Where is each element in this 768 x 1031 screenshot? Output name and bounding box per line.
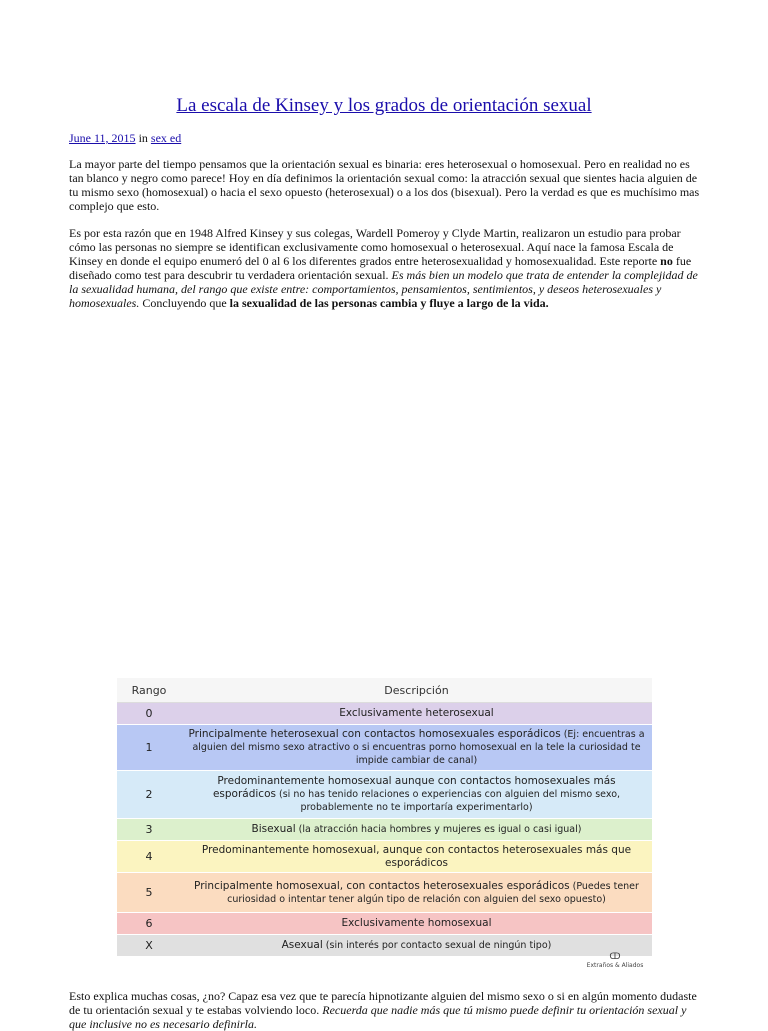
kinsey-scale-table <box>117 678 652 957</box>
post-date-link[interactable]: June 11, 2015 <box>69 131 136 145</box>
p2-text-c: Concluyendo que <box>139 296 230 310</box>
rank-cell: 6 <box>117 913 181 935</box>
description-cell <box>181 703 652 725</box>
closing-paragraph <box>69 989 705 1031</box>
brand-watermark <box>580 953 650 969</box>
description-main: Asexual <box>281 939 323 951</box>
description-note: (la atracción hacia hombres y mujeres es igual o casi igual) <box>295 824 582 835</box>
description-cell <box>181 771 652 819</box>
p3-text: Esto explica muchas cosas, ¿no? Capaz esa vez que te parecía hipnotizante alguien del mismo sexo o si en algún momento dudaste de tu orientación sexual y te estabas volviendo loco. <box>69 989 697 1017</box>
description-cell <box>181 873 652 913</box>
description-cell <box>181 819 652 841</box>
brand-logo-icon: ↀ <box>609 952 621 962</box>
rank-cell: X <box>117 935 181 957</box>
description-main: Principalmente homosexual, con contactos heterosexuales esporádicos <box>194 879 570 892</box>
p2-text-b: fue diseñado como test para descubrir tu verdadera orientación sexual. <box>69 254 692 282</box>
rank-cell: 3 <box>117 819 181 841</box>
rank-cell: 5 <box>117 873 181 913</box>
table-row <box>117 703 652 725</box>
rank-cell: 1 <box>117 725 181 771</box>
table-row <box>117 725 652 771</box>
p2-italic: Es más bien un modelo que trata de entender la complejidad de la sexualidad humana, del rango que existe entre: comportamientos, pensamientos, sentimientos, y deseos heterosexuales y homosexuales. <box>69 268 698 310</box>
table-header-row <box>117 678 652 703</box>
description-note: (sin interés por contacto sexual de ningún tipo) <box>322 940 552 951</box>
description-note: (Ej: encuentras a alguien del mismo sexo atractivo o si encuentras porno homosexual en la tele la curiosidad te impide cambiar de canal) <box>192 729 645 766</box>
p2-text-a: Es por esta razón que en 1948 Alfred Kinsey y sus colegas, Wardell Pomeroy y Clyde Martin, realizaron un estudio para probar cómo las personas no siempre se identifican exclusivamente como homosexual o heterosexual. Aquí nace la famosa Escala de Kinsey en donde el equipo enumeró del 0 al 6 los diferentes grados entre heterosexualidad y homosexualidad. Este reporte <box>69 226 681 268</box>
description-cell <box>181 725 652 771</box>
table-row <box>117 819 652 841</box>
description-main: Predominantemente homosexual aunque con contactos homosexuales más esporádicos <box>212 775 616 800</box>
header-rank: Rango <box>117 678 181 703</box>
table-row <box>117 771 652 819</box>
description-cell <box>181 913 652 935</box>
description-note: (Puedes tener curiosidad o intentar tener algún tipo de relación con alguien del sexo opuesto) <box>227 880 639 905</box>
p2-bold: la sexualidad de las personas cambia y fluye a largo de la vida. <box>229 296 549 310</box>
brand-name: Extraños & Aliados <box>586 962 644 969</box>
table-row <box>117 841 652 873</box>
p2-no: no <box>660 254 673 268</box>
table-row <box>117 913 652 935</box>
kinsey-paragraph <box>69 226 705 310</box>
description-main: Exclusivamente homosexual <box>341 917 492 929</box>
rank-cell: 2 <box>117 771 181 819</box>
p3-italic: Recuerda que nadie más que tú mismo puede definir tu orientación sexual y que inclusive no es necesario definirla. <box>69 1003 687 1031</box>
description-main: Predominantemente homosexual, aunque con contactos heterosexuales más que esporádicos <box>201 843 632 869</box>
description-main: Principalmente heterosexual con contactos homosexuales esporádicos <box>188 728 561 740</box>
category-link[interactable]: sex ed <box>150 131 182 145</box>
description-main: Exclusivamente heterosexual <box>339 707 494 719</box>
rank-cell: 4 <box>117 841 181 873</box>
description-cell <box>181 841 652 873</box>
table-row <box>117 935 652 957</box>
table-row <box>117 873 652 913</box>
rank-cell: 0 <box>117 703 181 725</box>
in-text: in <box>135 131 151 145</box>
description-note: (si no has tenido relaciones o experiencias con alguien del mismo sexo, probablemente no te importaría experimentarlo) <box>275 789 621 813</box>
post-meta <box>69 131 181 146</box>
article-title[interactable]: La escala de Kinsey y los grados de orientación sexual <box>176 95 592 116</box>
header-description: Descripción <box>181 678 652 703</box>
intro-paragraph: La mayor parte del tiempo pensamos que la orientación sexual es binaria: eres heterosexual o homosexual. Pero en realidad no es tan blanco y negro como parece! Hoy en día definimos la orientación sexual como: la atracción sexual que sientes hacia alguien de tu mismo sexo (homosexual) o hacia el sexo opuesto (heterosexual) o a los dos (bisexual). Pero la verdad es que es muchísimo mas complejo que esto. <box>69 157 700 213</box>
description-main: Bisexual <box>251 823 296 835</box>
